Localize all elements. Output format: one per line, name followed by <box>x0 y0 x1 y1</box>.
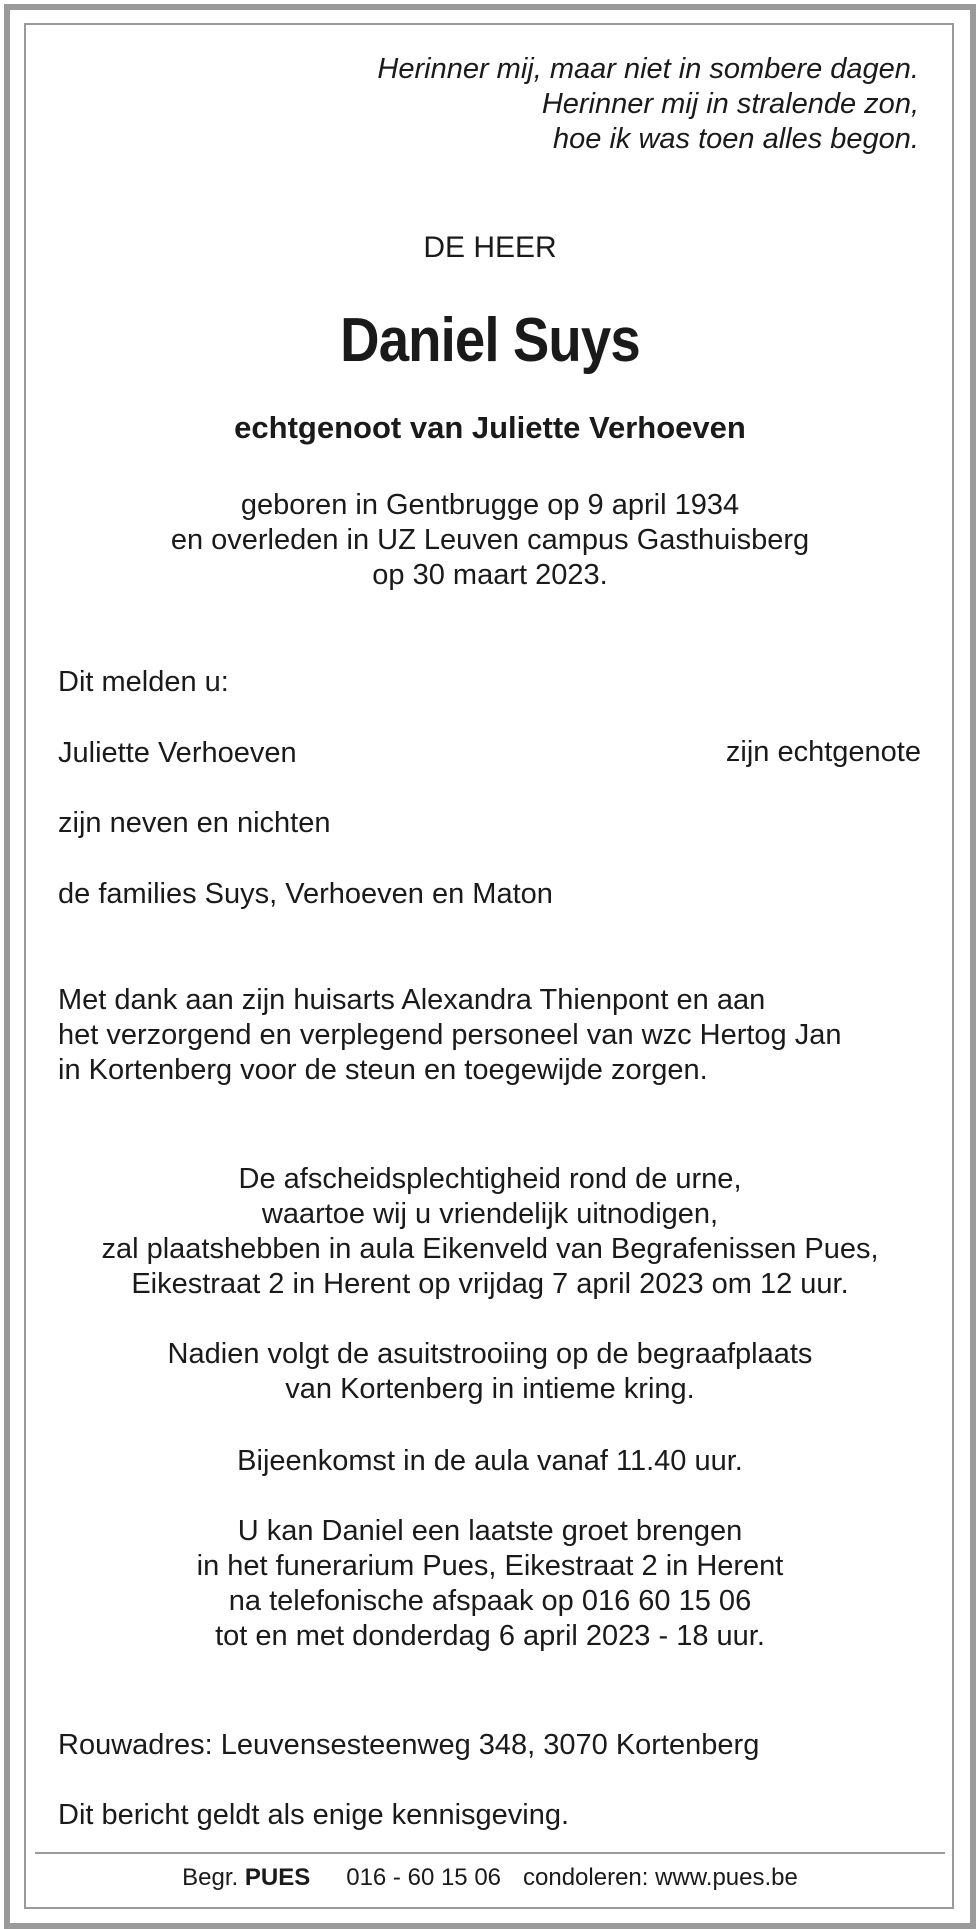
poem-line: Herinner mij in stralende zon, <box>541 88 919 120</box>
poem-line: hoe ik was toen alles begon. <box>553 123 919 155</box>
footer <box>0 1864 980 1892</box>
ceremony-line: Eikestraat 2 in Herent op vrijdag 7 april 2023 om 12 uur. <box>131 1268 849 1300</box>
ceremony-line: De afscheidsplechtigheid rond de urne, <box>238 1163 742 1195</box>
visit-line: na telefonische afspaak op 016 60 15 06 <box>228 1585 752 1617</box>
footer-divider <box>35 1852 945 1854</box>
mourner-name: Juliette Verhoeven <box>58 737 297 769</box>
ceremony-line: zal plaatshebben in aula Eikenveld van Begrafenissen Pues, <box>101 1233 879 1265</box>
ceremony-line: waartoe wij u vriendelijk uitnodigen, <box>261 1198 719 1230</box>
footer-prefix: Begr. <box>182 1864 239 1891</box>
mourner-name: de families Suys, Verhoeven en Maton <box>58 878 553 910</box>
visit-line: U kan Daniel een laatste groet brengen <box>237 1515 743 1547</box>
thanks-line: in Kortenberg voor de steun en toegewijde zorgen. <box>58 1054 708 1086</box>
footer-condolences: condoleren: www.pues.be <box>523 1864 798 1891</box>
mourner-name: zijn neven en nichten <box>58 807 331 839</box>
announcement-intro: Dit melden u: <box>58 666 229 698</box>
birth-death-dates <box>0 488 980 593</box>
visit-line: tot en met donderdag 6 april 2023 - 18 uur. <box>215 1620 765 1652</box>
scattering-line: Nadien volgt de asuitstrooiing op de begraafplaats <box>167 1338 813 1370</box>
deceased-name: Daniel Suys <box>340 306 640 375</box>
spouse-line: echtgenoot van Juliette Verhoeven <box>234 410 746 445</box>
honorific: DE HEER <box>423 231 557 264</box>
thanks-paragraph <box>58 983 841 1088</box>
scattering-line: van Kortenberg in intieme kring. <box>285 1373 695 1405</box>
visit-line: in het funerarium Pues, Eikestraat 2 in Herent <box>196 1550 784 1582</box>
dates-line: en overleden in UZ Leuven campus Gasthuisberg <box>170 524 810 556</box>
thanks-line: het verzorgend en verplegend personeel van wzc Hertog Jan <box>58 1019 842 1051</box>
scattering-paragraph <box>0 1337 980 1407</box>
mourner-relation: zijn echtgenote <box>725 736 921 768</box>
poem <box>377 52 919 157</box>
visit-paragraph <box>0 1514 980 1654</box>
footer-phone: 016 - 60 15 06 <box>346 1864 502 1891</box>
ceremony-paragraph <box>0 1162 980 1302</box>
funeral-home-brand: PUES <box>244 1864 311 1891</box>
mourning-address: Rouwadres: Leuvensesteenweg 348, 3070 Kortenberg <box>58 1729 760 1761</box>
poem-line: Herinner mij, maar niet in sombere dagen. <box>377 53 919 85</box>
gathering-line: Bijeenkomst in de aula vanaf 11.40 uur. <box>237 1445 743 1477</box>
notice-line: Dit bericht geldt als enige kennisgeving. <box>58 1799 570 1831</box>
dates-line: geboren in Gentbrugge op 9 april 1934 <box>240 489 740 521</box>
dates-line: op 30 maart 2023. <box>372 559 608 591</box>
thanks-line: Met dank aan zijn huisarts Alexandra Thienpont en aan <box>58 984 766 1016</box>
